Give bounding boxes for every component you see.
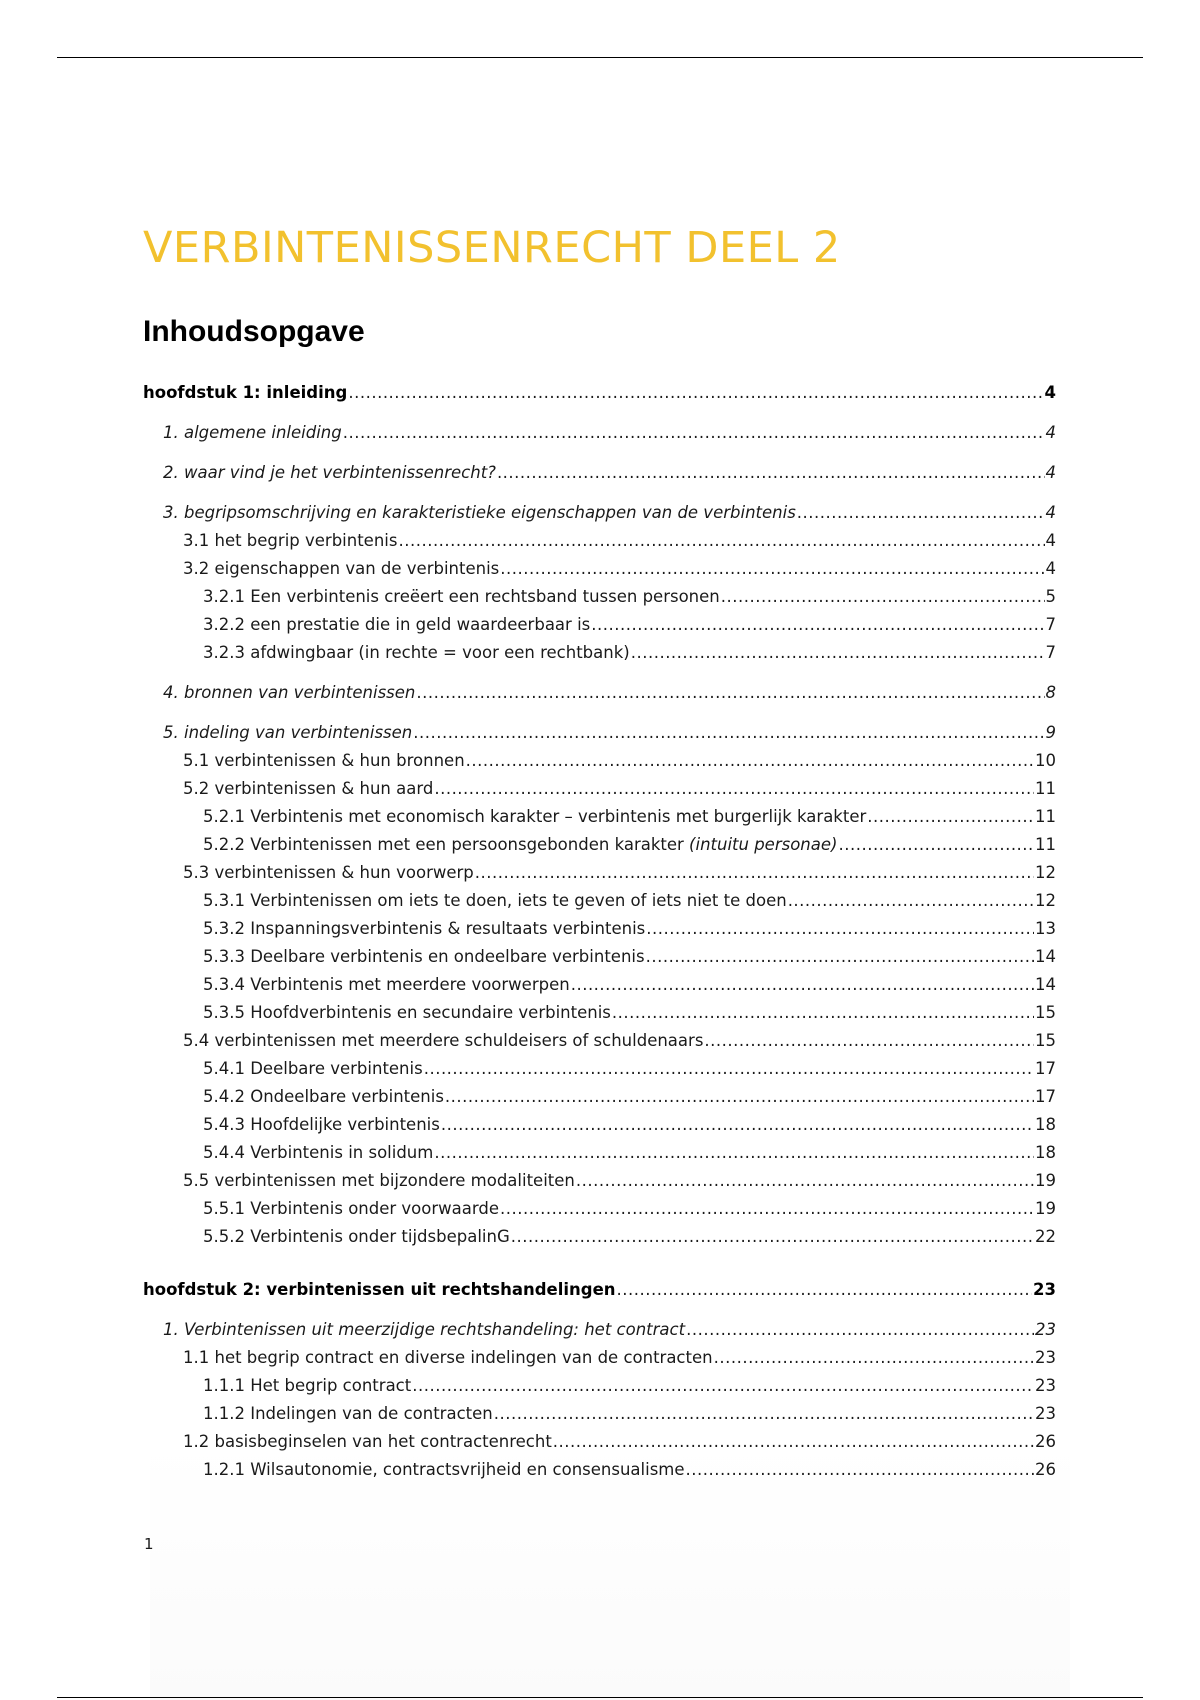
- toc-entry-label: [183, 776, 433, 802]
- dot-leader: [434, 1140, 1034, 1166]
- toc-entry[interactable]: [183, 556, 1056, 582]
- toc-entry[interactable]: [183, 528, 1056, 554]
- dot-leader: [511, 1224, 1034, 1250]
- toc-entry[interactable]: [183, 1168, 1056, 1194]
- toc-entry-page: 4: [1044, 383, 1056, 402]
- toc-entry-label: [203, 612, 590, 638]
- toc-entry-page: 18: [1035, 1115, 1056, 1134]
- toc-entry-page: 17: [1035, 1087, 1056, 1106]
- toc-entry-label: [203, 640, 630, 666]
- toc-entry[interactable]: [203, 804, 1056, 830]
- toc-entry-label: [203, 916, 645, 942]
- toc-entry-label: [203, 804, 866, 830]
- toc-entry-text: 5.2.2 Verbintenissen met een persoonsgebonden karakter: [203, 835, 690, 854]
- toc-entry-text: 2. waar vind je het verbintenissenrecht?: [163, 463, 496, 482]
- toc-entry[interactable]: [143, 1277, 1056, 1303]
- toc-entry-page: 15: [1035, 1031, 1056, 1050]
- toc-entry-label: [183, 748, 465, 774]
- toc-entry-page: 4: [1045, 559, 1056, 578]
- toc-entry-page: 12: [1035, 891, 1056, 910]
- toc-entry[interactable]: [203, 1457, 1056, 1483]
- toc-entry[interactable]: [183, 748, 1056, 774]
- dot-leader: [788, 888, 1034, 914]
- dot-leader: [398, 528, 1044, 554]
- toc-entry[interactable]: [183, 1345, 1056, 1371]
- toc-entry[interactable]: [203, 944, 1056, 970]
- toc-entry-label: [203, 1457, 685, 1483]
- toc-entry-text: 5.4.3 Hoofdelijke verbintenis: [203, 1115, 440, 1134]
- toc-entry[interactable]: [203, 1196, 1056, 1222]
- toc-entry[interactable]: [163, 460, 1056, 486]
- toc-entry-text: 5.2 verbintenissen & hun aard: [183, 779, 434, 798]
- toc-entry-page: 26: [1035, 1432, 1056, 1451]
- dot-leader: [867, 804, 1034, 830]
- toc-entry-page: 19: [1035, 1199, 1056, 1218]
- toc-entry-page: 7: [1045, 643, 1056, 662]
- toc-entry-label: [203, 832, 837, 858]
- toc-entry-text: 5.4.2 Ondeelbare verbintenis: [203, 1087, 444, 1106]
- dot-leader: [797, 500, 1045, 526]
- toc-entry-text: 3.2 eigenschappen van de verbintenis: [183, 559, 500, 578]
- toc-entry-label: [183, 556, 499, 582]
- dot-leader: [591, 612, 1044, 638]
- toc-entry-text: 1.1 het begrip contract en diverse indelingen van de contracten: [183, 1348, 713, 1367]
- toc-entry-label: [203, 1401, 493, 1427]
- toc-entry[interactable]: [203, 1224, 1056, 1250]
- toc-entry-label: [163, 1317, 685, 1343]
- toc-entry-page: 4: [1045, 463, 1056, 482]
- toc-entry-text: 5.3.3 Deelbare verbintenis en ondeelbare verbintenis: [203, 947, 645, 966]
- toc-entry-text: 5.5.2 Verbintenis onder tijdsbepalinG: [203, 1227, 510, 1246]
- toc-entry[interactable]: [163, 680, 1056, 706]
- toc-entry-page: 4: [1045, 503, 1056, 522]
- toc-entry-page: 23: [1035, 1404, 1056, 1423]
- toc-entry[interactable]: [203, 1000, 1056, 1026]
- dot-leader: [424, 1056, 1034, 1082]
- dot-leader: [576, 1168, 1034, 1194]
- dot-leader: [704, 1028, 1034, 1054]
- toc-entry-label: [183, 860, 474, 886]
- toc-entry[interactable]: [203, 612, 1056, 638]
- dot-leader: [441, 1112, 1034, 1138]
- toc-entry-page: 15: [1035, 1003, 1056, 1022]
- toc-entry-label: [203, 1056, 423, 1082]
- toc-entry-label: [203, 972, 570, 998]
- dot-leader: [686, 1317, 1034, 1343]
- toc-entry-page: 17: [1035, 1059, 1056, 1078]
- toc-entry-label: [203, 1000, 611, 1026]
- toc-entry-text: 5. indeling van verbintenissen: [163, 723, 413, 742]
- toc-entry-page: 11: [1035, 807, 1056, 826]
- dot-leader: [646, 944, 1034, 970]
- dot-leader: [714, 1345, 1034, 1371]
- toc-entry-italic-text: (intuitu personae): [689, 835, 838, 854]
- toc-entry-label: [203, 1373, 411, 1399]
- dot-leader: [571, 972, 1034, 998]
- toc-entry-label: [203, 1112, 440, 1138]
- toc-entry-text: 5.5 verbintenissen met bijzondere modaliteiten: [183, 1171, 575, 1190]
- toc-entry[interactable]: [203, 640, 1056, 666]
- toc-entry-page: 14: [1035, 947, 1056, 966]
- toc-entry-label: [143, 1277, 616, 1303]
- toc-entry[interactable]: [203, 1140, 1056, 1166]
- toc-entry-label: [163, 680, 415, 706]
- dot-leader: [838, 832, 1034, 858]
- toc-entry-label: [183, 1028, 703, 1054]
- toc-entry-page: 13: [1035, 919, 1056, 938]
- toc-entry-page: 11: [1035, 779, 1056, 798]
- toc-entry[interactable]: [203, 1112, 1056, 1138]
- toc-entry-text: 1.2.1 Wilsautonomie, contractsvrijheid en consensualisme: [203, 1460, 685, 1479]
- toc-entry-label: [203, 1224, 510, 1250]
- toc-entry-text: 1.1.2 Indelingen van de contracten: [203, 1404, 493, 1423]
- toc-entry-label: [163, 420, 342, 446]
- dot-leader: [646, 916, 1034, 942]
- toc-entry-page: 23: [1033, 1280, 1056, 1299]
- toc-entry-text: 1.2 basisbeginselen van het contractenrecht: [183, 1432, 552, 1451]
- toc-entry[interactable]: [163, 1317, 1056, 1343]
- toc-entry[interactable]: [203, 832, 1056, 858]
- toc-entry[interactable]: [183, 1028, 1056, 1054]
- toc-entry-label: [203, 944, 645, 970]
- toc-entry-text: 5.3.2 Inspanningsverbintenis & resultaats verbintenis: [203, 919, 646, 938]
- toc-entry-page: 23: [1035, 1320, 1056, 1339]
- toc-entry-text: 5.3.4 Verbintenis met meerdere voorwerpen: [203, 975, 570, 994]
- dot-leader: [553, 1429, 1034, 1455]
- toc-entry-text: 1. algemene inleiding: [163, 423, 342, 442]
- toc-entry-label: [163, 460, 496, 486]
- toc-entry-page: 5: [1045, 587, 1056, 606]
- dot-leader: [475, 860, 1034, 886]
- toc-entry[interactable]: [203, 916, 1056, 942]
- toc-entry-text: 5.1 verbintenissen & hun bronnen: [183, 751, 465, 770]
- dot-leader: [631, 640, 1045, 666]
- toc-entry[interactable]: [183, 1429, 1056, 1455]
- toc-entry-text: 3.2.2 een prestatie die in geld waardeerbaar is: [203, 615, 591, 634]
- toc-entry-page: 22: [1035, 1227, 1056, 1246]
- toc-entry-page: 19: [1035, 1171, 1056, 1190]
- dot-leader: [617, 1277, 1032, 1303]
- toc-entry-text: 3.2.3 afdwingbaar (in rechte = voor een rechtbank): [203, 643, 630, 662]
- toc-entry-page: 23: [1035, 1348, 1056, 1367]
- toc-entry-page: 4: [1045, 531, 1056, 550]
- toc-entry-text: 3.2.1 Een verbintenis creëert een rechtsband tussen personen: [203, 587, 720, 606]
- toc-entry-page: 14: [1035, 975, 1056, 994]
- dot-leader: [416, 680, 1044, 706]
- toc-entry-text: 3. begripsomschrijving en karakteristieke eigenschappen van de verbintenis: [163, 503, 796, 522]
- toc-entry-page: 23: [1035, 1376, 1056, 1395]
- toc-entry[interactable]: [203, 972, 1056, 998]
- dot-leader: [686, 1457, 1034, 1483]
- toc-entry-text: 3.1 het begrip verbintenis: [183, 531, 398, 550]
- dot-leader: [412, 1373, 1034, 1399]
- toc-entry-text: 4. bronnen van verbintenissen: [163, 683, 416, 702]
- toc-entry-label: [203, 888, 787, 914]
- dot-leader: [434, 776, 1034, 802]
- toc-entry-text: 5.4.4 Verbintenis in solidum: [203, 1143, 434, 1162]
- toc-entry[interactable]: [203, 1084, 1056, 1110]
- toc-entry-text: 5.4.1 Deelbare verbintenis: [203, 1059, 423, 1078]
- dot-leader: [494, 1401, 1034, 1427]
- toc-entry-page: 4: [1045, 423, 1056, 442]
- toc-entry-text: 1.1.1 Het begrip contract: [203, 1376, 412, 1395]
- dot-leader: [466, 748, 1034, 774]
- toc-entry[interactable]: [163, 500, 1056, 526]
- toc-entry-label: [183, 1168, 575, 1194]
- toc-entry[interactable]: [203, 1373, 1056, 1399]
- toc-entry-text: 5.5.1 Verbintenis onder voorwaarde: [203, 1199, 499, 1218]
- toc-entry-label: [183, 1429, 552, 1455]
- toc-entry-text: hoofdstuk 1: inleiding: [143, 383, 348, 402]
- dot-leader: [500, 1196, 1034, 1222]
- toc-entry-label: [183, 528, 397, 554]
- toc-entry[interactable]: [203, 888, 1056, 914]
- toc-entry-text: hoofdstuk 2: verbintenissen uit rechtshandelingen: [143, 1280, 616, 1299]
- toc-entry-label: [203, 1140, 433, 1166]
- toc-entry[interactable]: [143, 380, 1056, 406]
- toc-entry-page: 12: [1035, 863, 1056, 882]
- toc-entry-text: 1. Verbintenissen uit meerzijdige rechtshandeling: het contract: [163, 1320, 686, 1339]
- dot-leader: [343, 420, 1045, 446]
- dot-leader: [721, 584, 1045, 610]
- document-title: VERBINTENISSENRECHT DEEL 2: [143, 223, 841, 273]
- toc-entry-page: 10: [1035, 751, 1056, 770]
- toc-entry[interactable]: [163, 420, 1056, 446]
- footer-rule: [57, 1697, 1143, 1698]
- dot-leader: [348, 380, 1043, 406]
- toc-entry-label: [183, 1345, 713, 1371]
- toc-entry-label: [163, 500, 796, 526]
- toc-entry-label: [163, 720, 412, 746]
- toc-entry-label: [203, 584, 720, 610]
- dot-leader: [445, 1084, 1034, 1110]
- toc-entry-label: [203, 1084, 444, 1110]
- toc-heading: Inhoudsopgave: [143, 315, 365, 348]
- page-number: 1: [144, 1535, 154, 1553]
- toc-entry[interactable]: [163, 720, 1056, 746]
- toc-entry[interactable]: [203, 1056, 1056, 1082]
- toc-entry[interactable]: [183, 776, 1056, 802]
- toc-entry-label: [203, 1196, 499, 1222]
- toc-entry-text: 5.3.1 Verbintenissen om iets te doen, iets te geven of iets niet te doen: [203, 891, 787, 910]
- dot-leader: [413, 720, 1044, 746]
- dot-leader: [500, 556, 1044, 582]
- toc-entry-page: 18: [1035, 1143, 1056, 1162]
- toc-entry-page: 11: [1035, 835, 1056, 854]
- toc-entry-page: 9: [1045, 723, 1056, 742]
- toc-entry-page: 8: [1045, 683, 1056, 702]
- toc-entry-page: 7: [1045, 615, 1056, 634]
- toc-entry-text: 5.2.1 Verbintenis met economisch karakter – verbintenis met burgerlijk karakter: [203, 807, 867, 826]
- toc-entry[interactable]: [203, 1401, 1056, 1427]
- toc-entry-text: 5.3.5 Hoofdverbintenis en secundaire verbintenis: [203, 1003, 611, 1022]
- toc-entry-text: 5.3 verbintenissen & hun voorwerp: [183, 863, 474, 882]
- toc-entry-page: 26: [1035, 1460, 1056, 1479]
- dot-leader: [497, 460, 1045, 486]
- dot-leader: [612, 1000, 1034, 1026]
- toc-entry-text: 5.4 verbintenissen met meerdere schuldeisers of schuldenaars: [183, 1031, 704, 1050]
- toc-entry-label: [143, 380, 347, 406]
- toc-entry[interactable]: [203, 584, 1056, 610]
- toc-entry[interactable]: [183, 860, 1056, 886]
